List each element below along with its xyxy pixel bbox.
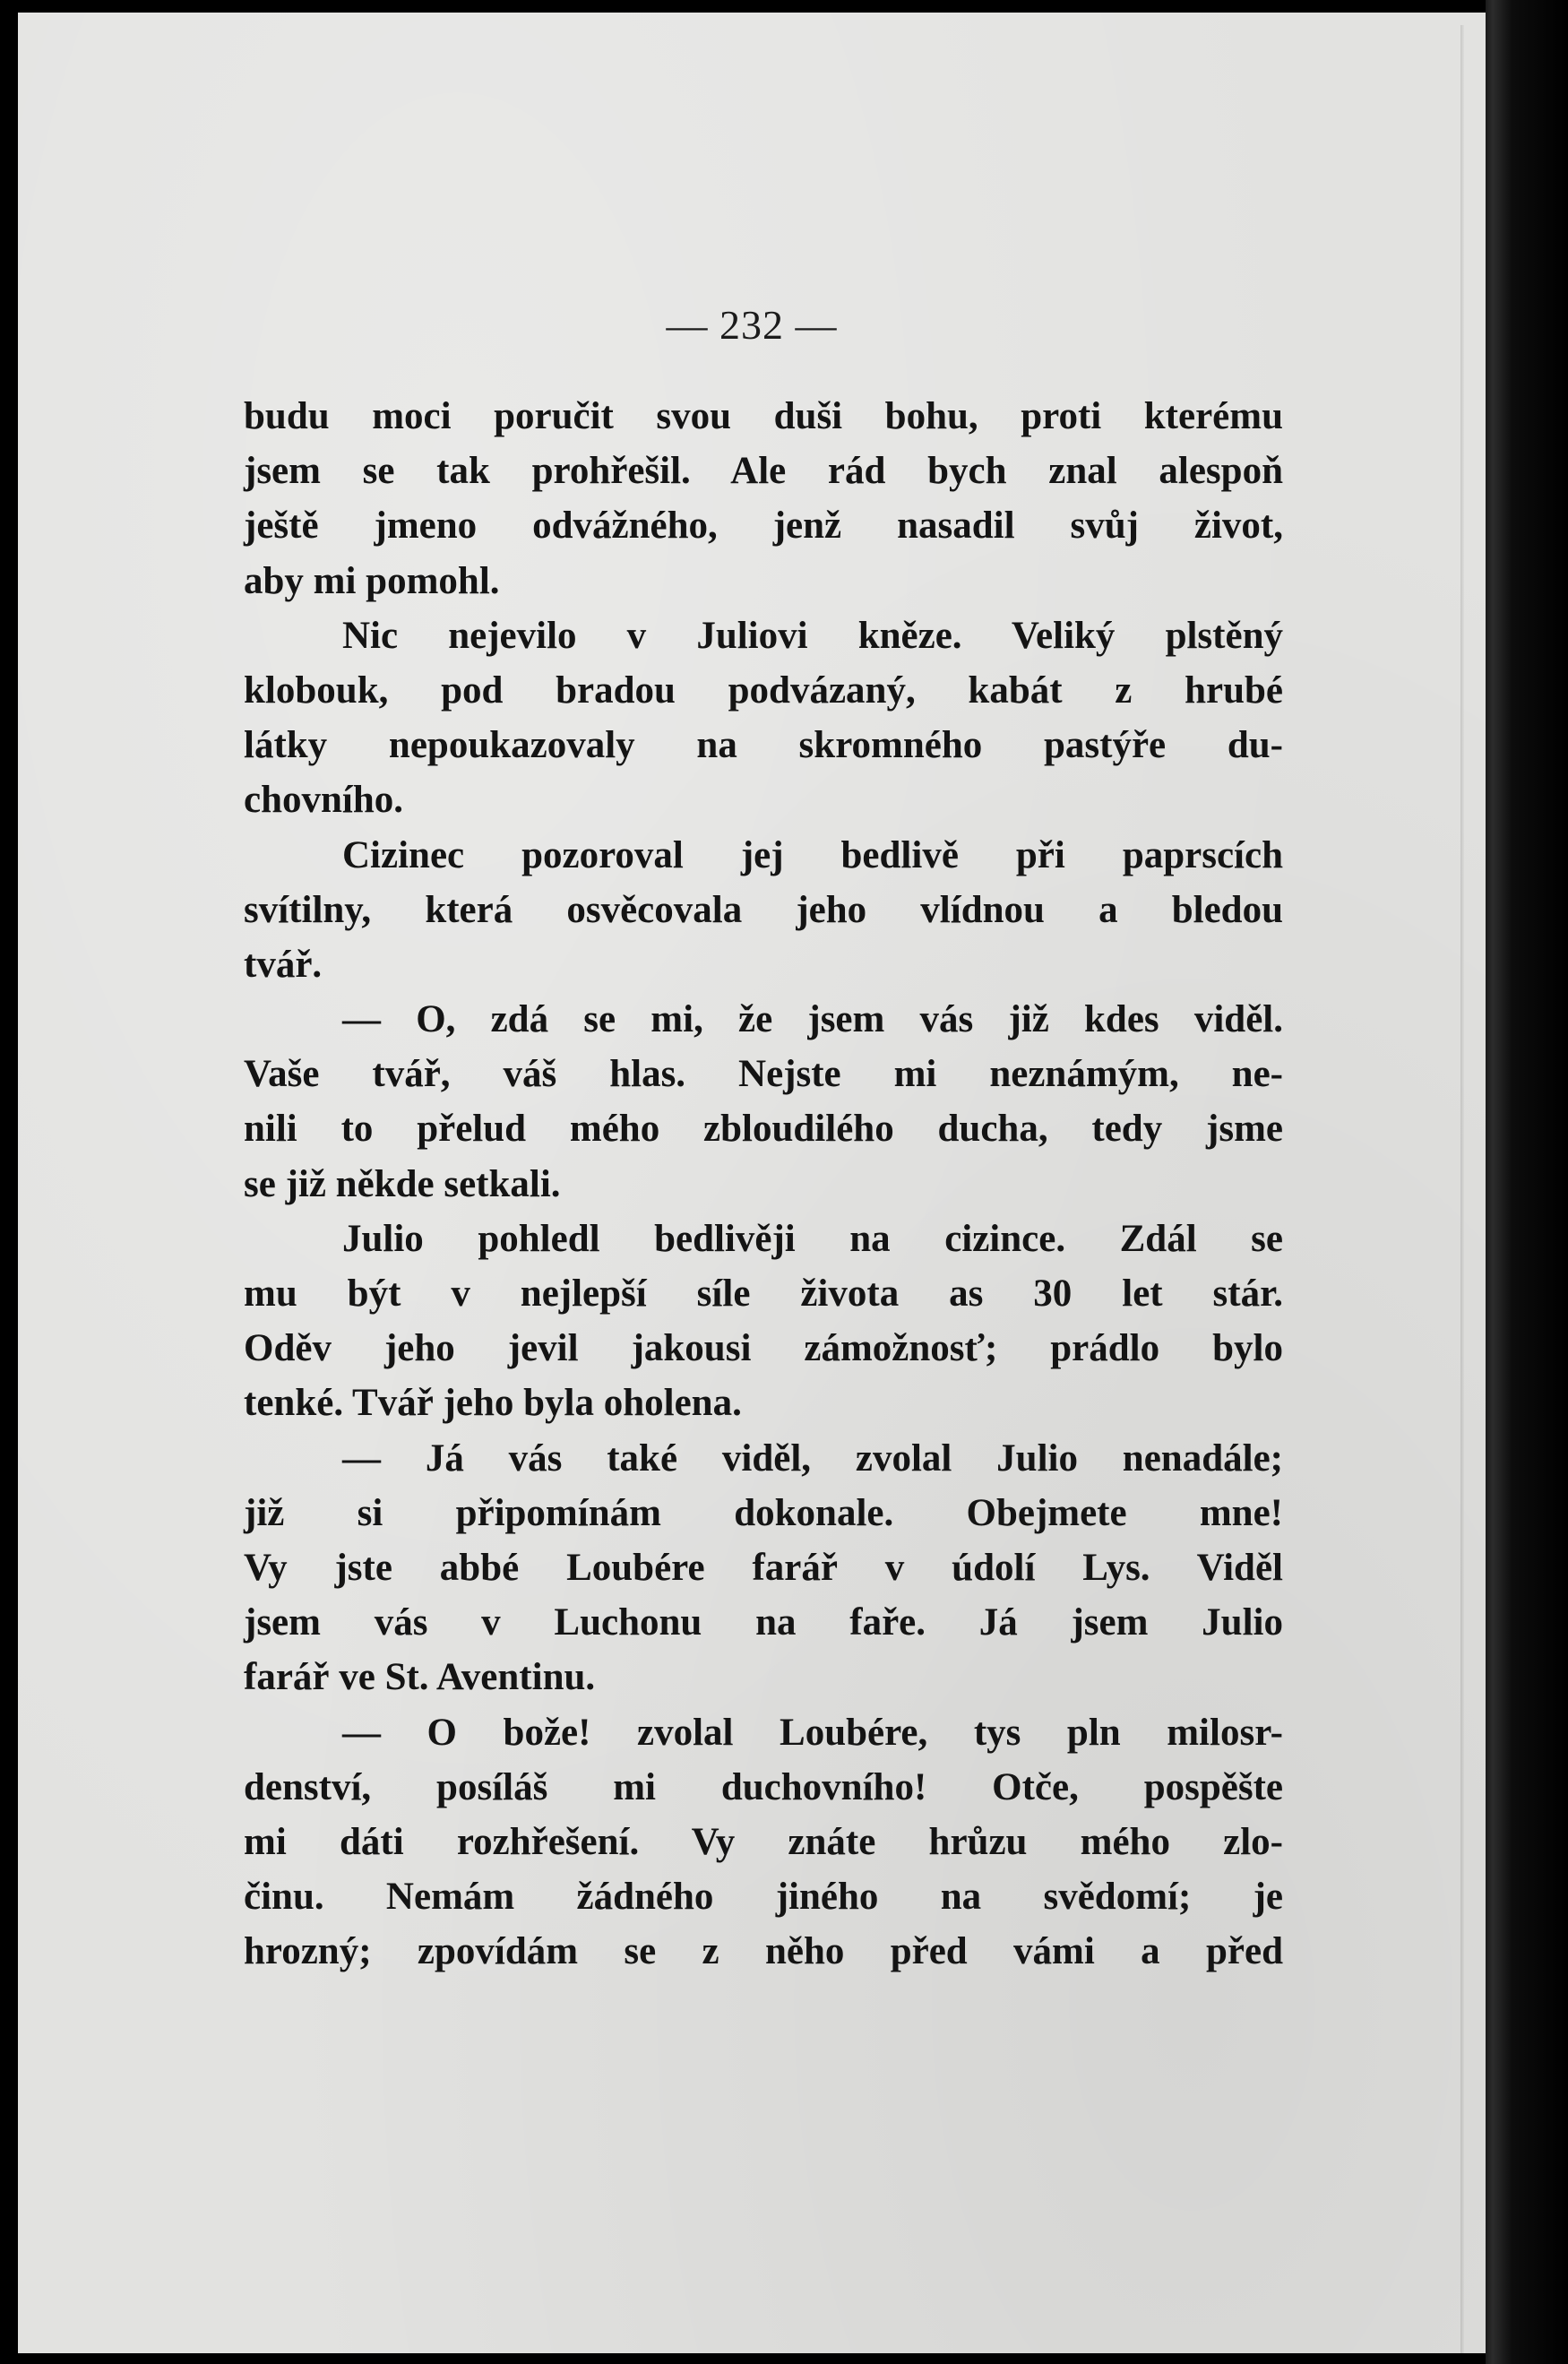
text-line: již si připomínám dokonale. Obejmete mne! xyxy=(244,1491,1283,1534)
text-line: — O, zdá se mi, že jsem vás již kdes viděl. xyxy=(342,998,1283,1041)
body-text xyxy=(244,389,1283,1979)
text-line: Oděv jeho jevil jakousi zámožnosť; prádlo bylo xyxy=(244,1327,1283,1370)
page-number: — 232 — xyxy=(666,302,838,348)
text-line: hrozný; zpovídám se z něho před vámi a před xyxy=(244,1930,1283,1973)
text-line: mi dáti rozhřešení. Vy znáte hrůzu mého zlo- xyxy=(244,1820,1283,1863)
text-line: nili to přelud mého zbloudilého ducha, tedy jsme xyxy=(244,1108,1283,1151)
text-line: budu moci poručit svou duši bohu, proti kterému xyxy=(244,395,1283,437)
scan-dark-edge xyxy=(1486,0,1568,2364)
text-line: chovního. xyxy=(244,779,404,822)
text-line: — O bože! zvolal Loubére, tys pln milosr- xyxy=(342,1711,1283,1754)
text-line: Vaše tvář, váš hlas. Nejste mi neznámým, ne- xyxy=(244,1053,1283,1096)
text-line: Julio pohledl bedlivěji na cizince. Zdál se xyxy=(342,1217,1283,1260)
text-line: jsem vás v Luchonu na faře. Já jsem Julio xyxy=(244,1601,1283,1644)
text-line: látky nepoukazovaly na skromného pastýře du- xyxy=(244,724,1283,767)
text-line: Nic nejevilo v Juliovi kněze. Veliký plstěný xyxy=(342,614,1283,657)
text-line: denství, posíláš mi duchovního! Otče, pospěšte xyxy=(244,1765,1283,1808)
text-line: Vy jste abbé Loubére farář v údolí Lys. Viděl xyxy=(244,1546,1283,1589)
paper-sheet xyxy=(18,13,1486,2353)
text-line: — Já vás také viděl, zvolal Julio nenadále; xyxy=(342,1437,1283,1480)
text-line: farář ve St. Aventinu. xyxy=(244,1656,596,1699)
text-line: aby mi pomohl. xyxy=(244,559,500,602)
text-line: se již někde setkali. xyxy=(244,1162,561,1205)
text-line: tvář. xyxy=(244,943,323,986)
text-line: jsem se tak prohřešil. Ale rád bych znal alespoň xyxy=(244,450,1283,493)
text-line: klobouk, pod bradou podvázaný, kabát z hrubé xyxy=(244,669,1283,712)
text-line: ještě jmeno odvážného, jenž nasadil svůj život, xyxy=(244,505,1283,548)
text-line: mu být v nejlepší síle života as 30 let stár. xyxy=(244,1273,1283,1315)
text-line: činu. Nemám žádného jiného na svědomí; je xyxy=(244,1876,1283,1919)
page-fold-shadow xyxy=(1460,25,1464,2364)
text-line: svítilny, která osvěcovala jeho vlídnou a bledou xyxy=(244,888,1283,931)
text-line: tenké. Tvář jeho byla oholena. xyxy=(244,1382,742,1425)
text-line: Cizinec pozoroval jej bedlivě při paprscích xyxy=(342,833,1283,876)
